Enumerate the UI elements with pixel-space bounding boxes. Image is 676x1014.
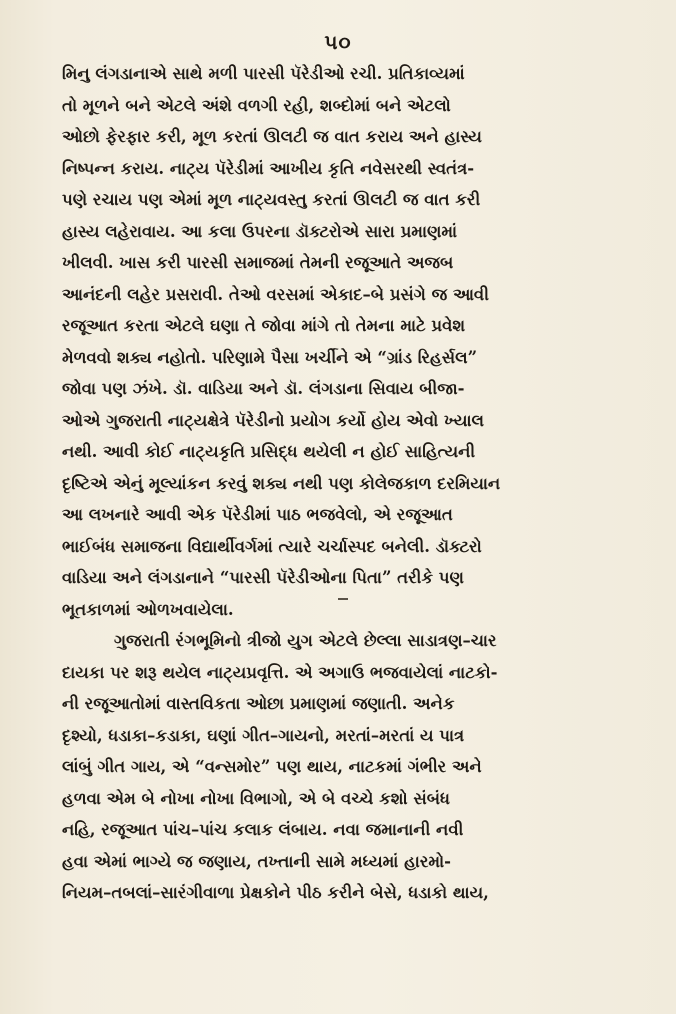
paragraph-parody-history: મિનુ લંગડાનાએ સાથે મળી પારસી પૅરેડીઓ રચી. પ્રતિકાવ્યમાં તો મૂળને બને એટલે અંશે વળગી રહી, શબ્દોમાં બને એટલો ઓછો ફેરફાર કરી, મૂળ કરતાં ઊલટી જ વાત કરાય અને હાસ્ય નિષ્પન્ન કરાય. નાટ્ય પૅરેડીમાં આખીય કૃતિ નવેસરથી સ્વતંત્ર- પણે રચાય પણ એમાં મૂળ નાટ્યવસ્તુ કરતાં ઊલટી જ વાત કરી હાસ્ય લહેરાવાય. આ કલા ઉપરના ડૉક્ટરોએ સારા પ્રમાણમાં ખીલવી. ખાસ કરી પારસી સમાજમાં તેમની રજૂઆતે અજબ આનંદની લહેર પ્રસરાવી. તેઓ વરસમાં એકાદ–બે પ્રસંગે જ આવી રજૂઆત કરતા એટલે ઘણા તે જોવા માંગે તો તેમના માટે પ્રવેશ મેળવવો શક્ય નહોતો. પરિણામે પૈસા ખર્ચીને એ “ગ્રાંડ રિહર્સલ” જોવા પણ ઝંખે. ડૉ. વાડિયા અને ડૉ. લંગડાના સિવાય બીજા- ઓએ ગુજરાતી નાટ્યક્ષેત્રે પૅરેડીનો પ્રયોગ કર્યો હોય એવો ખ્યાલ નથી. આવી કોઈ નાટ્યકૃતિ પ્રસિદ્ધ થયેલી ન હોઈ સાહિત્યની દૃષ્ટિએ એનું મૂલ્યાંકન કરવું શક્ય નથી પણ કોલેજકાળ દરમિયાન આ લખનારે આવી એક પૅરેડીમાં પાઠ ભજવેલો, એ રજૂઆત ભાઈબંધ સમાજના વિદ્યાર્થીવર્ગમાં ત્યારે ચર્ચાસ્પદ બનેલી. ડૉક્ટરો વાડિયા અને લંગડાનાને “પારસી પૅરેડીઓના પિતા” તરીકે પણ ભૂતકાળમાં ઓળખવાયેલા. bbox=[62, 64, 501, 619]
paragraph-divider-mark bbox=[338, 598, 348, 600]
page-number: ૫૦ bbox=[324, 30, 352, 54]
paragraph-third-era-theatre: ગુજરાતી રંગભૂમિનો ત્રીજો યુગ એટલે છેલ્લા સાડાત્રણ–ચાર દાયકા પર શરૂ થયેલ નાટ્યપ્રવૃત્તિ. એ અગાઉ ભજવાયેલાં નાટકો- ની રજૂઆતોમાં વાસ્તવિકતા ઓછા પ્રમાણમાં જણાતી. અનેક દૃશ્યો, ધડાકા–કડાકા, ઘણાં ગીત–ગાયનો, મરતાં–મરતાં ય પાત્ર લાંબું ગીત ગાય, એ “વન્સમોર” પણ થાય, નાટકમાં ગંભીર અને હળવા એમ બે નોખા નોખા વિભાગો, એ બે વચ્ચે કશો સંબંધ નહિ, રજૂઆત પાંચ–પાંચ કલાક લંબાય. નવા જમાનાની નવી હવા એમાં ભાગ્યે જ જણાય, તખ્તાની સામે મધ્યમાં હારમો- નિયમ–તબલાં–સારંગીવાળા પ્રેક્ષકોને પીઠ કરીને બેસે, ધડાકો થાય, bbox=[62, 631, 498, 902]
page-body bbox=[62, 58, 632, 909]
